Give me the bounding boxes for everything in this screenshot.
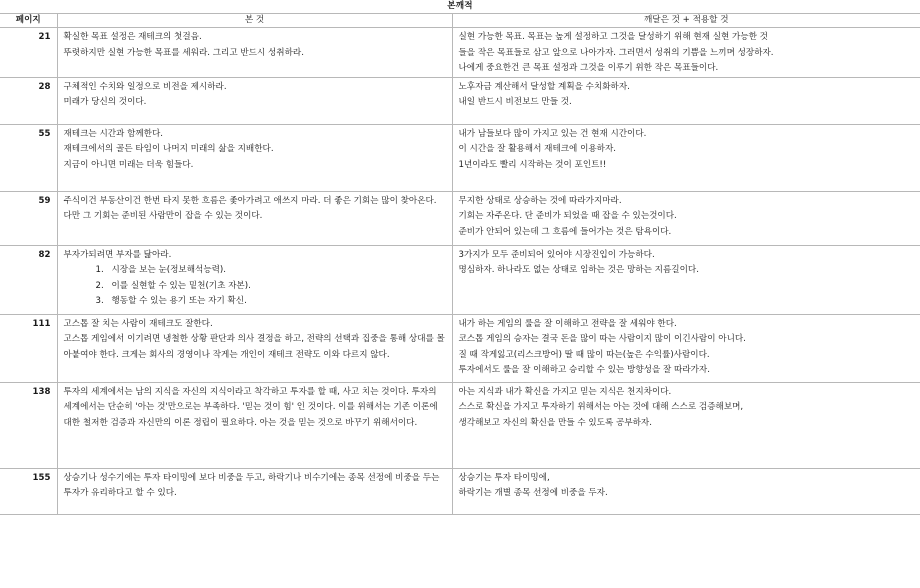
numbered-item <box>64 279 446 295</box>
item-text: 행동할 수 있는 용기 또는 자기 확신. <box>111 296 247 306</box>
seen-paragraph: 주식이건 부동산이건 한번 타지 못한 흐름은 좇아가려고 애쓰지 마라. 더 좋은 기회는 많이 찾아온다. 다만 그 기회는 준비된 사람만이 잡을 수 있는 것이다. <box>63 195 437 221</box>
page-number: 155 <box>0 468 57 514</box>
learned-cell <box>452 124 920 191</box>
learned-line: 내가 하는 게임의 룰을 잘 이해하고 전략을 잘 세워야 한다. <box>458 318 677 329</box>
learned-cell <box>452 191 920 245</box>
page-number: 21 <box>0 28 57 78</box>
seen-line: 지금이 아니면 미래는 더욱 힘들다. <box>63 159 194 170</box>
learned-line: 들을 작은 목표들로 삼고 앞으로 나아가자. 그러면서 성취의 기쁨을 느끼며 성장하자. <box>458 47 774 58</box>
item-number: 3. <box>95 296 104 306</box>
seen-line: 재테크에서의 골든 타임이 나머지 미래의 삶을 지배한다. <box>63 144 274 154</box>
learned-cell <box>452 245 920 314</box>
page-number: 59 <box>0 191 57 245</box>
learned-line: 명심하자. 하나라도 없는 상태로 임하는 것은 망하는 지름길이다. <box>458 265 699 275</box>
header-page: 페이지 <box>0 14 57 28</box>
table-row <box>0 28 920 78</box>
table-row <box>0 245 920 314</box>
seen-line: 재테크는 시간과 함께한다. <box>63 128 164 139</box>
seen-line: 부자가되려면 부자를 닮아라. <box>63 249 172 260</box>
item-number: 1. <box>95 265 104 275</box>
learned-cell <box>452 314 920 382</box>
document-title: 본깨적 <box>447 1 473 11</box>
seen-paragraph: 투자의 세계에서는 남의 지식을 자신의 지식이라고 착각하고 투자를 할 때, 사고 치는 것이다. 투자의 세계에서는 단순히 '아는 것'만으로는 부족하다. '믿는 것이 힘' 인 것이다. 이를 위해서는 기존 이론에 대한 철저한 검증과 자신만의 이론 정립이 필요하다. 아는 것을 믿는 것으로 바꾸기 위해서이다. <box>63 386 438 428</box>
learned-line: 내일 반드시 비전보드 만들 것. <box>458 97 572 107</box>
seen-line: 구체적인 수치와 일정으로 비전을 제시하라. <box>63 81 227 92</box>
seen-cell <box>57 77 452 124</box>
table-row <box>0 382 920 468</box>
header-seen: 본 것 <box>57 14 452 28</box>
learned-line: 노후자금 계산해서 달성할 계획을 수치화하자. <box>458 81 630 92</box>
seen-cell <box>57 314 452 382</box>
page-number: 82 <box>0 245 57 314</box>
seen-line: 미래가 당신의 것이다. <box>63 97 147 107</box>
seen-cell <box>57 245 452 314</box>
learned-line: 상승기는 투자 타이밍에, <box>458 472 550 483</box>
learned-cell <box>452 77 920 124</box>
seen-cell <box>57 124 452 191</box>
seen-paragraph: 고스톱 게임에서 이기려면 냉철한 상황 판단과 의사 결정을 하고, 전략의 선택과 집중을 통해 상대를 몰아붙여야 한다. 크게는 회사의 경영이나 작게는 개인이 재테크 전략도 이와 다르지 않다. <box>63 334 445 360</box>
item-text: 시장을 보는 눈(정보해석능력). <box>111 265 227 275</box>
learned-line: 생각해보고 자신의 확신을 만들 수 있도록 공부하자. <box>458 417 652 428</box>
table-row <box>0 191 920 245</box>
seen-cell <box>57 468 452 514</box>
learned-line: 1년이라도 빨리 시작하는 것이 포인트!! <box>458 159 607 170</box>
learned-line: 무지한 상태로 상승하는 것에 따라가지마라. <box>458 195 622 206</box>
page-number: 28 <box>0 77 57 124</box>
page-number: 138 <box>0 382 57 468</box>
seen-cell <box>57 191 452 245</box>
seen-line: 확실한 목표 설정은 재테크의 첫걸음. <box>63 32 202 42</box>
header-learned: 깨달은 것 + 적용할 것 <box>452 14 920 28</box>
learned-cell <box>452 28 920 78</box>
learned-line: 투자에서도 룰을 잘 이해하고 승리할 수 있는 방향성을 잘 따라가자. <box>458 365 710 375</box>
seen-cell <box>57 382 452 468</box>
seen-cell <box>57 28 452 78</box>
learned-line: 기회는 자주온다. 단 준비가 되었을 때 잡을 수 있는것이다. <box>458 211 677 221</box>
learned-line: 아는 지식과 내가 확신을 가지고 믿는 지식은 천지차이다. <box>458 386 672 397</box>
item-text: 이를 실현할 수 있는 밑천(기초 자본). <box>111 280 251 291</box>
learned-line: 준비가 안되어 있는데 그 흐름에 들어가는 것은 탐욕이다. <box>458 226 672 237</box>
learned-line: 이 시간을 잘 활용해서 재테크에 이용하자. <box>458 144 617 154</box>
table-row <box>0 77 920 124</box>
numbered-item <box>64 263 446 279</box>
seen-line: 고스톱 잘 치는 사람이 재테크도 잘한다. <box>63 318 213 329</box>
learned-line: 질 때 작게잃고(리스크방어) 딸 때 많이 따는(높은 수익률)사람이다. <box>458 349 710 360</box>
numbered-item <box>64 294 446 310</box>
learned-cell <box>452 468 920 514</box>
table-row <box>0 468 920 514</box>
table-row <box>0 124 920 191</box>
learned-line: 하락기는 개별 종목 선정에 비중을 두자. <box>458 488 608 498</box>
table-row <box>0 314 920 382</box>
seen-line: 뚜렷하지만 실현 가능한 목표를 세워라. 그리고 반드시 성취하라. <box>63 47 304 58</box>
learned-line: 내가 남들보다 많이 가지고 있는 건 현재 시간이다. <box>458 128 647 139</box>
seen-paragraph: 상승기나 성수기에는 투자 타이밍에 보다 비중을 두고, 하락기나 비수기에는 종목 선정에 비중을 두는 투자가 유리하다고 할 수 있다. <box>63 472 440 498</box>
learned-line: 나에게 중요한건 큰 목표 설정과 그것을 이루기 위한 작은 목표들이다. <box>458 63 719 73</box>
reading-notes-table <box>0 13 920 515</box>
learned-line: 코스톱 게임의 승자는 결국 돈을 많이 따는 사람이지 많이 이긴사람이 아니다. <box>458 334 746 344</box>
learned-line: 스스로 확신을 가지고 투자하기 위해서는 아는 것에 대해 스스로 검증해보며, <box>458 402 744 412</box>
page-number: 111 <box>0 314 57 382</box>
item-number: 2. <box>95 280 104 291</box>
learned-line: 3가지가 모두 준비되어 있어야 시장진입이 가능하다. <box>458 249 655 260</box>
header-row <box>0 14 920 28</box>
learned-cell <box>452 382 920 468</box>
page-number: 55 <box>0 124 57 191</box>
learned-line: 실현 가능한 목표. 목표는 높게 설정하고 그것을 달성하기 위해 현재 실현 가능한 것 <box>458 32 768 42</box>
